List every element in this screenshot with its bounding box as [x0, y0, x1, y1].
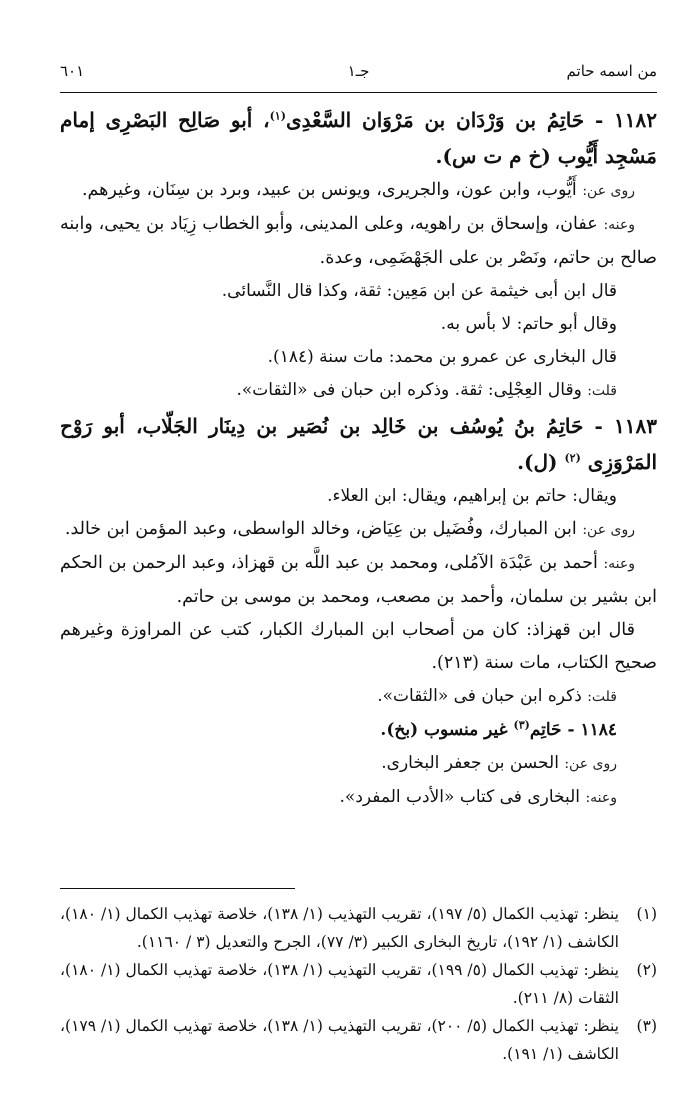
- footnote-text: ينظر: تهذيب الكمال (٥/ ١٩٩)، تقريب التهذيب (١/ ١٣٨)، خلاصة تهذيب الكمال (١/ ١٨٠)، الثقات (٨/ ٢١١).: [60, 961, 620, 1007]
- page: [60, 58, 657, 1068]
- note-1182: قلت: وقال العِجْلِى: ثقة. وذكره ابن حبان فى «الثقات».: [236, 380, 617, 400]
- footnote-divider: [60, 888, 295, 889]
- quote-1182-1: قال ابن أبى خيثمة عن ابن مَعِين: ثقة، وكذا قال النَّسائى.: [221, 281, 617, 301]
- footnote-text: ينظر: تهذيب الكمال (٥/ ٢٠٠)، تقريب التهذيب (١/ ١٣٨)، خلاصة تهذيب الكمال (١/ ١٧٩)، الكاشف (١/ ١٩١).: [60, 1017, 620, 1063]
- header-divider: [60, 92, 657, 93]
- narrated-from-1182: روى عن: أَيُّوب، وابن عون، والجريرى، ويونس بن عبيد، وبرد بن سِنَان، وغيرهم.: [81, 180, 635, 200]
- footnote-ref-3[interactable]: (٣): [513, 718, 530, 732]
- header-title: من اسمه حاتم: [566, 62, 657, 80]
- narrators-1183: وعنه: أحمد بن عَبْدَة الآمُلى، ومحمد بن عبد اللَّه بن قهزاذ، وعبد الرحمن بن الحكم ابن بشير بن سلمان، وأحمد بن مصعب، ومحمد بن موسى بن حاتم.: [60, 553, 657, 607]
- entry-heading-1184: ١١٨٤ - حَاتِم$^{(٣)}$ غير منسوب (بخ).: [380, 718, 617, 740]
- narrators-1184: وعنه: البخارى فى كتاب «الأدب المفرد».: [339, 787, 617, 807]
- footnote-text: ينظر: تهذيب الكمال (٥/ ١٩٧)، تقريب التهذيب (١/ ١٣٨)، خلاصة تهذيب الكمال (١/ ١٨٠)، الكاشف (١/ ١٩٢)، تاريخ البخارى الكبير (٣/ ٧٧)، الجرح والتعديل (٣ / ١١٦٠).: [60, 905, 620, 951]
- footnote-number: (٣): [636, 1017, 657, 1035]
- quote-1182-3: قال البخارى عن عمرو بن محمد: مات سنة (١٨٤).: [267, 347, 617, 367]
- entry-heading-1183: ١١٨٣ - حَاتِمُ بنُ يُوسُف بن خَالِد بن نُصَير بن دِينَار الجَلّاب، أبو رَوْح المَرْوَزِى $^{(٢)}$ (ل).: [60, 414, 657, 474]
- main-text: [60, 102, 657, 815]
- running-header: [60, 58, 657, 88]
- footnote-ref-1[interactable]: (١): [269, 109, 286, 123]
- footnote-ref-2[interactable]: (٢): [564, 451, 581, 465]
- quote-1183-1: قال ابن قهزاذ: كان من أصحاب ابن المبارك الكبار، كتب عن المراوزة وغيرهم صحيح الكتاب، مات سنة (٢١٣).: [60, 620, 657, 673]
- footnotes: [60, 900, 657, 1068]
- footnote-3: [60, 1012, 657, 1068]
- quote-1182-2: وقال أبو حاتم: لا بأس به.: [440, 314, 617, 334]
- note-1183: قلت: ذكره ابن حبان فى «الثقات».: [377, 686, 617, 706]
- footnote-number: (٢): [636, 961, 657, 979]
- page-number: ٦٠١: [60, 62, 85, 80]
- volume-label: جـ١: [347, 62, 370, 80]
- footnote-1: [60, 900, 657, 956]
- narrated-from-1184: روى عن: الحسن بن جعفر البخارى.: [381, 753, 617, 773]
- entry-heading-1182: ١١٨٢ - حَاتِمُ بن وَرْدَان بن مَرْوَان السَّعْدِى$^{(١)}$، أبو صَالِح البَصْرِى إمام مَسْجِد أَيُّوب (خ م ت س).: [60, 108, 657, 168]
- footnote-number: (١): [636, 905, 657, 923]
- footnote-2: [60, 956, 657, 1012]
- narrators-1182: وعنه: عفان، وإسحاق بن راهويه، وعلى المدينى، وأبو الخطاب زِيَاد بن يحيى، وابنه صالح بن حاتم، ونَصْر بن على الجَهْضَمِى، وعدة.: [60, 214, 657, 268]
- narrated-from-1183: روى عن: ابن المبارك، وفُضَيل بن عِيَاض، وخالد الواسطى، وعبد المؤمن ابن خالد.: [64, 519, 635, 539]
- alt-names-1183: ويقال: حاتم بن إبراهيم، ويقال: ابن العلاء.: [327, 486, 617, 506]
